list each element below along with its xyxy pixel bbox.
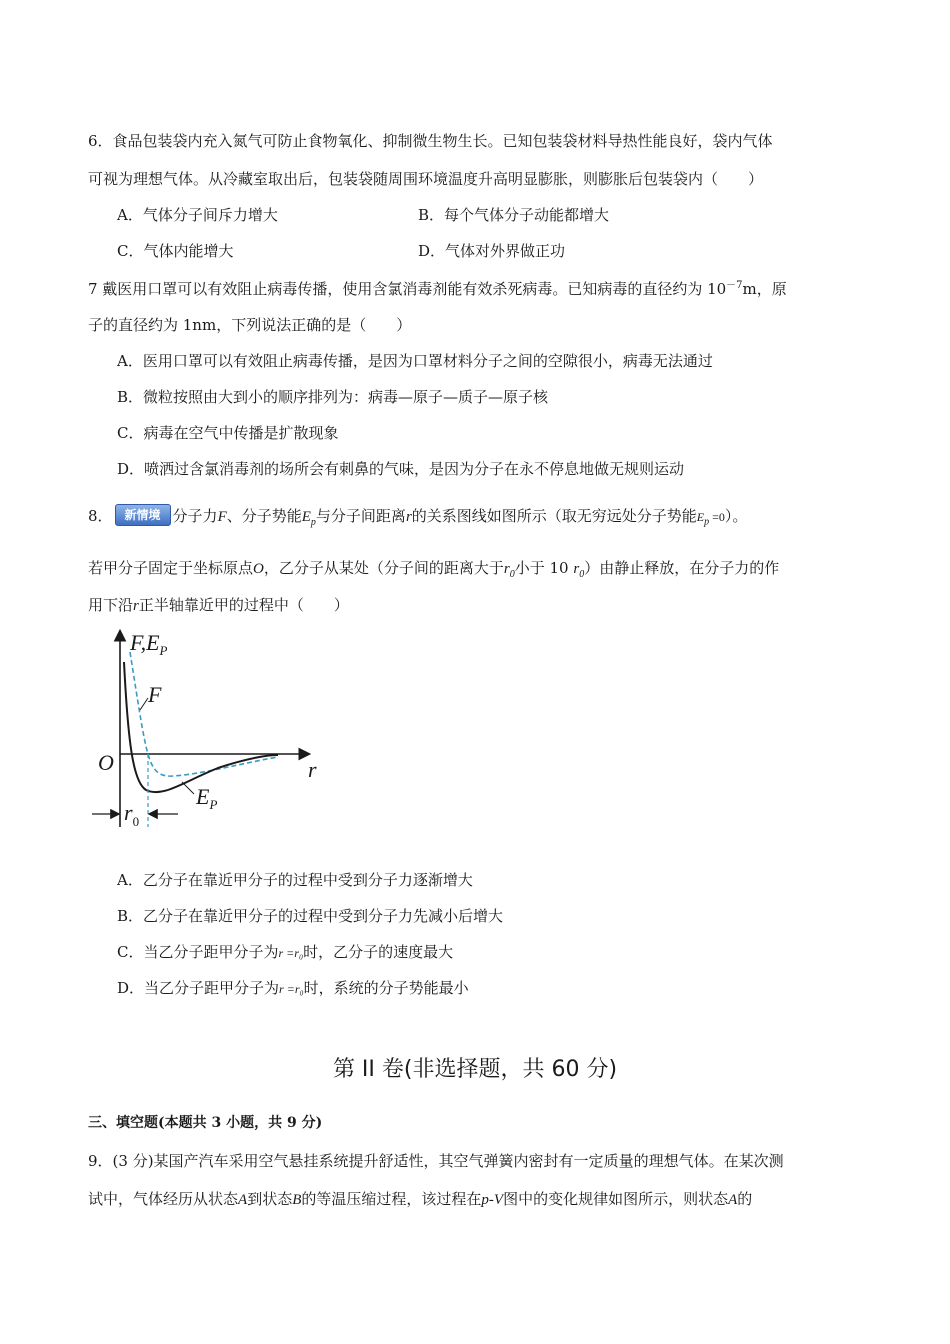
q6-option-b: B．每个气体分子动能都增大 xyxy=(418,206,610,224)
q7-option-b: B．微粒按照由大到小的顺序排列为：病毒—原子—质子—原子核 xyxy=(117,388,549,406)
q8-stem-line3: 用下沿r正半轴靠近甲的过程中（ ） xyxy=(88,596,349,614)
q8-option-d: D．当乙分子距甲分子为r =r₀时，系统的分子势能最小 xyxy=(117,979,469,997)
f-label-leader xyxy=(140,698,148,710)
q9-stem-line1: 9．(3 分)某国产汽车采用空气悬挂系统提升舒适性，其空气弹簧内密封有一定质量的理想气体。在某次测 xyxy=(88,1152,784,1170)
section-ii-title: 第 II 卷(非选择题，共 60 分) xyxy=(332,1057,618,1082)
q9-stem-line2: 试中，气体经历从状态A到状态B的等温压缩过程，该过程在p-V图中的变化规律如图所示，则状态A的 xyxy=(88,1190,753,1208)
q7-option-d: D．喷洒过含氯消毒剂的场所会有刺鼻的气味，是因为分子在永不停息地做无规则运动 xyxy=(117,460,685,478)
origin-label: O xyxy=(98,750,114,775)
f-curve-label: F xyxy=(148,682,162,707)
q8-stem-line2: 若甲分子固定于坐标原点O，乙分子从某处（分子间的距离大于$r_0$小于 10 $r_0$）由静止释放，在分子力的作 xyxy=(88,559,780,580)
q8-option-a: A．乙分子在靠近甲分子的过程中受到分子力逐渐增大 xyxy=(117,871,473,889)
q6-stem-line1: 6．食品包装袋内充入氮气可防止食物氧化、抑制微生物生长。已知包装袋材料导热性能良好，袋内气体 xyxy=(88,132,773,150)
q7-option-c: C．病毒在空气中传播是扩散现象 xyxy=(117,424,339,442)
q7-stem-line1: 7 戴医用口罩可以有效阻止病毒传播，使用含氯消毒剂能有效杀死病毒。已知病毒的直径约为 $10^{-7}m$，原 xyxy=(88,280,787,298)
q7-stem-line2: 子的直径约为 1nm，下列说法正确的是（ ） xyxy=(88,316,412,334)
ep-zero-formula: $E_p =0$ xyxy=(696,510,725,528)
r-equals-r0-formula: r =r₀ xyxy=(279,982,304,996)
q6-stem-line2: 可视为理想气体。从冷藏室取出后，包装袋随周围环境温度升高明显膨胀，则膨胀后包装袋内（ ） xyxy=(88,170,764,188)
ep-label-leader xyxy=(182,782,194,794)
q6-option-c: C．气体内能增大 xyxy=(117,242,234,260)
q8-stem-line1: 8． 新情境 分子力F、分子势能$E_p$与分子间距离r的关系图线如图所示（取无穷远处分子势能$E_p =0$）。 xyxy=(88,505,747,528)
ep-curve-label: $E_P$ xyxy=(196,784,218,812)
q6-option-d: D．气体对外界做正功 xyxy=(418,242,566,260)
part-three-heading: 三、填空题(本题共 3 小题，共 9 分) xyxy=(88,1115,323,1131)
q8-option-c: C．当乙分子距甲分子为r =r₀时，乙分子的速度最大 xyxy=(117,943,454,961)
r-equals-r0-formula: r =r₀ xyxy=(278,946,304,960)
y-axis-label: $F,E_P$ xyxy=(130,630,168,658)
r0-label: $r_0$ xyxy=(124,800,140,829)
q7-option-a: A．医用口罩可以有效阻止病毒传播，是因为口罩材料分子之间的空隙很小，病毒无法通过 xyxy=(117,352,713,370)
force-potential-figure xyxy=(88,622,328,834)
q8-option-b: B．乙分子在靠近甲分子的过程中受到分子力先减小后增大 xyxy=(117,907,504,925)
new-context-badge: 新情境 xyxy=(115,504,171,526)
q6-option-a: A．气体分子间斥力增大 xyxy=(117,206,278,224)
x-axis-label: r xyxy=(308,757,317,782)
